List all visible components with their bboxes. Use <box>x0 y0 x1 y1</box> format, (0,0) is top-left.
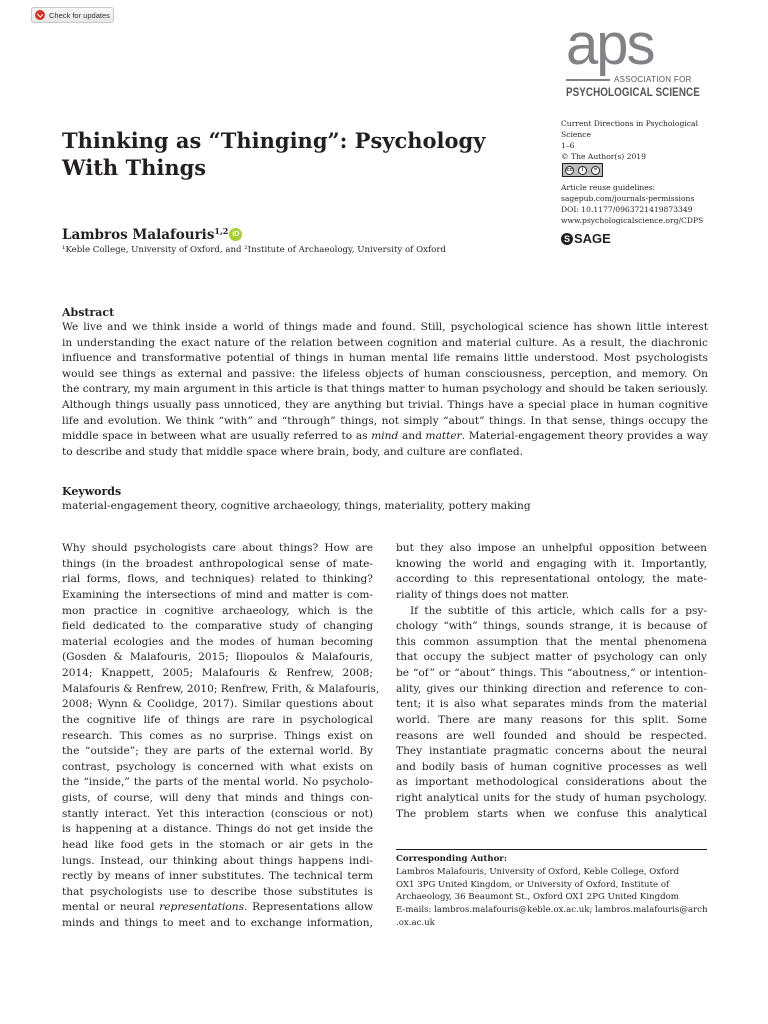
body-column-left <box>62 541 380 932</box>
body-line: right analytical units for the study of human psychology. <box>396 792 707 804</box>
orcid-icon[interactable]: iD <box>229 228 242 241</box>
body-line: but they also impose an unhelpful opposition between <box>396 542 707 554</box>
body-line: the cognitive life of things are rare in psychological <box>62 713 373 726</box>
body-line: material ecologies and the modes of human becoming <box>62 635 373 648</box>
abstract-line: in understanding the exact nature of the relation between cognition and material culture. As a result, the diachronic <box>62 336 708 349</box>
body-line: Why should psychologists care about things? How are <box>62 542 373 554</box>
body-line: 2008; Wynn & Coolidge, 2017). Similar questions about <box>62 698 373 711</box>
body-line: that occupy the subject matter of psychology can only <box>396 651 707 664</box>
aps-logo-line2: PSYCHOLOGICAL SCIENCE <box>566 85 700 99</box>
journal-name-line2: Science <box>561 130 592 139</box>
body-line: the “outside”; they are parts of the external world. By <box>62 745 373 758</box>
author-name: Lambros Malafouris <box>62 227 215 243</box>
body-line: mon practice in cognitive archaeology, which is the <box>62 604 373 617</box>
body-line: this common assumption that the mental phenomena <box>396 635 707 648</box>
aps-logo-rule <box>566 79 610 81</box>
body-line: mental or neural representations. Representations allow <box>62 901 374 914</box>
abstract-line: would see things as external and passive: the lifeless objects of human consciousness, perception, and memory. On <box>62 367 708 380</box>
sage-logo <box>561 231 611 246</box>
body-line: They instantiate pragmatic concerns about the neural <box>396 745 707 758</box>
body-line: according to this representational ontology, the mate- <box>396 573 707 586</box>
attribution-icon: i <box>576 164 589 176</box>
article-title-line1: Thinking as “Thinging”: Psychology <box>62 128 486 153</box>
abstract-line: influence and transformative potential of things in human mental life remains little understood. Most psychologists <box>62 352 708 365</box>
author-affiliation-marks: 1,2 <box>214 226 229 236</box>
abstract-line: Although things usually pass unnoticed, they are anything but trivial. Things have a special place in human cognitive <box>62 398 708 411</box>
corresponding-author-line: OX1 3PG United Kingdom, or University of Oxford, Institute of <box>396 879 670 890</box>
body-line: be “of” or “about” things. This “aboutness,” or intention- <box>396 667 707 679</box>
abstract-line: the contrary, my main argument in this article is that things matter to human psychology and should be taken seriously. <box>62 383 708 396</box>
body-line: and bodily basis of human cognitive processes as well <box>396 760 707 773</box>
keywords-heading: Keywords <box>62 485 122 498</box>
corresponding-author-heading: Corresponding Author: <box>396 854 508 864</box>
body-line: rial forms, flows, and techniques) related to thinking? <box>62 573 373 586</box>
reuse-guidelines-link[interactable]: sagepub.com/journals-permissions <box>561 194 695 203</box>
body-line: world. There are many reasons for this split. Some <box>396 713 707 726</box>
corresponding-author-line: Lambros Malafouris, University of Oxford, Keble College, Oxford <box>396 867 680 877</box>
abstract-line: We live and we think inside a world of things made and found. Still, psychological science has shown little interest <box>62 321 708 333</box>
aps-logo-line1: ASSOCIATION FOR <box>614 75 692 84</box>
body-line: field dedicated to the comparative study of changing <box>62 620 373 633</box>
abstract-line: to describe and study that middle space where brain, body, and culture are conflated. <box>62 445 524 458</box>
body-column-right <box>396 541 707 822</box>
aps-logo-word: aps <box>566 12 654 77</box>
page-range: 1–6 <box>561 141 575 150</box>
creative-commons-license-icon <box>562 163 603 177</box>
no-derivatives-icon: = <box>589 164 602 176</box>
keywords-list: material-engagement theory, cognitive archaeology, things, materiality, pottery making <box>62 500 531 512</box>
abstract-line: middle space in between what are usually referred to as mind and matter. Material-engagement theory provides a way <box>62 430 708 443</box>
body-line: reasons are well founded and should be respected. <box>396 729 707 742</box>
body-line: (Gosden & Malafouris, 2015; Iliopoulos & Malafouris, <box>62 651 373 664</box>
body-line: If the subtitle of this article, which calls for a psy- <box>410 604 707 617</box>
abstract-text <box>62 320 708 460</box>
body-line: contrast, psychology is concerned with what exists on <box>62 760 373 773</box>
sage-mark-icon: S <box>561 233 573 245</box>
body-line: Examining the intersections of mind and matter is com- <box>62 588 373 601</box>
body-line: the “inside,” the parts of the mental world. No psycholo- <box>62 776 373 789</box>
corresponding-author-line: Archaeology, 36 Beaumont St., Oxford OX1 2PG United Kingdom <box>396 892 679 903</box>
body-line: is happening at a distance. Things do not get inside the <box>62 823 373 836</box>
body-line: head like food gets in the stomach or air gets in the <box>62 838 373 851</box>
body-line: Malafouris & Renfrew, 2010; Renfrew, Frith, & Malafouris, <box>62 682 380 695</box>
author-line <box>62 227 242 243</box>
copyright-line: © The Author(s) 2019 <box>561 152 646 161</box>
body-line: gists, of course, will deny that minds and things con- <box>62 792 373 804</box>
body-line: riality of things does not matter. <box>396 588 570 601</box>
body-line: knowing the world and engaging with it. Importantly, <box>396 557 707 570</box>
body-line: that psychologists use to describe those substitutes is <box>62 885 373 898</box>
journal-website-link[interactable]: www.psychologicalscience.org/CDPS <box>561 216 704 225</box>
check-updates-icon <box>35 10 45 20</box>
body-line: as important methodological considerations about the <box>396 776 707 789</box>
sage-logo-text: SAGE <box>574 231 611 246</box>
article-title <box>62 127 502 181</box>
body-line: rectly by means of inner substitutes. The technical term <box>62 870 373 883</box>
check-updates-label: Check for updates <box>49 10 110 20</box>
body-line: research. This comes as no surprise. Things exist on <box>62 729 373 742</box>
body-line: ality, gives our thinking direction and reference to con- <box>396 682 707 695</box>
body-line: stantly interact. Yet this interaction (conscious or not) <box>62 807 373 820</box>
corresponding-author-details <box>396 866 707 930</box>
body-line: chology “with” things, sounds strange, it is because of <box>396 620 707 633</box>
body-line: minds and things to meet and to exchange information, <box>62 917 373 929</box>
body-line: The problem starts when we confuse this analytical <box>396 807 707 820</box>
check-for-updates-button[interactable] <box>31 7 114 23</box>
reuse-guidelines-label: Article reuse guidelines: <box>561 183 656 192</box>
body-line: lungs. Instead, our thinking about things happens indi- <box>62 854 373 867</box>
cc-icon: cc <box>566 166 573 173</box>
body-line: things (in the broadest anthropological sense of mate- <box>62 557 373 570</box>
corresponding-author-email[interactable]: E-mails: lambros.malafouris@keble.ox.ac.uk; lambros.malafouris@arch <box>396 905 708 916</box>
affiliations: ¹Keble College, University of Oxford, and ²Institute of Archaeology, University of Oxford <box>62 245 446 255</box>
doi[interactable]: DOI: 10.1177/0963721419873349 <box>561 205 693 214</box>
body-line: 2014; Knappett, 2005; Malafouris & Renfrew, 2008; <box>62 667 373 679</box>
corresponding-author-email-cont[interactable]: .ox.ac.uk <box>396 917 435 928</box>
footnote-divider <box>396 849 707 850</box>
abstract-heading: Abstract <box>62 306 115 319</box>
article-title-line2: With Things <box>62 155 207 180</box>
abstract-line: life and evolution. We think “with” and “through” things, not simply “about” things. In that sense, things occupy the <box>62 414 708 427</box>
journal-name-line1: Current Directions in Psychological <box>561 119 698 128</box>
body-line: tent; it is also what separates minds from the material <box>396 698 707 711</box>
